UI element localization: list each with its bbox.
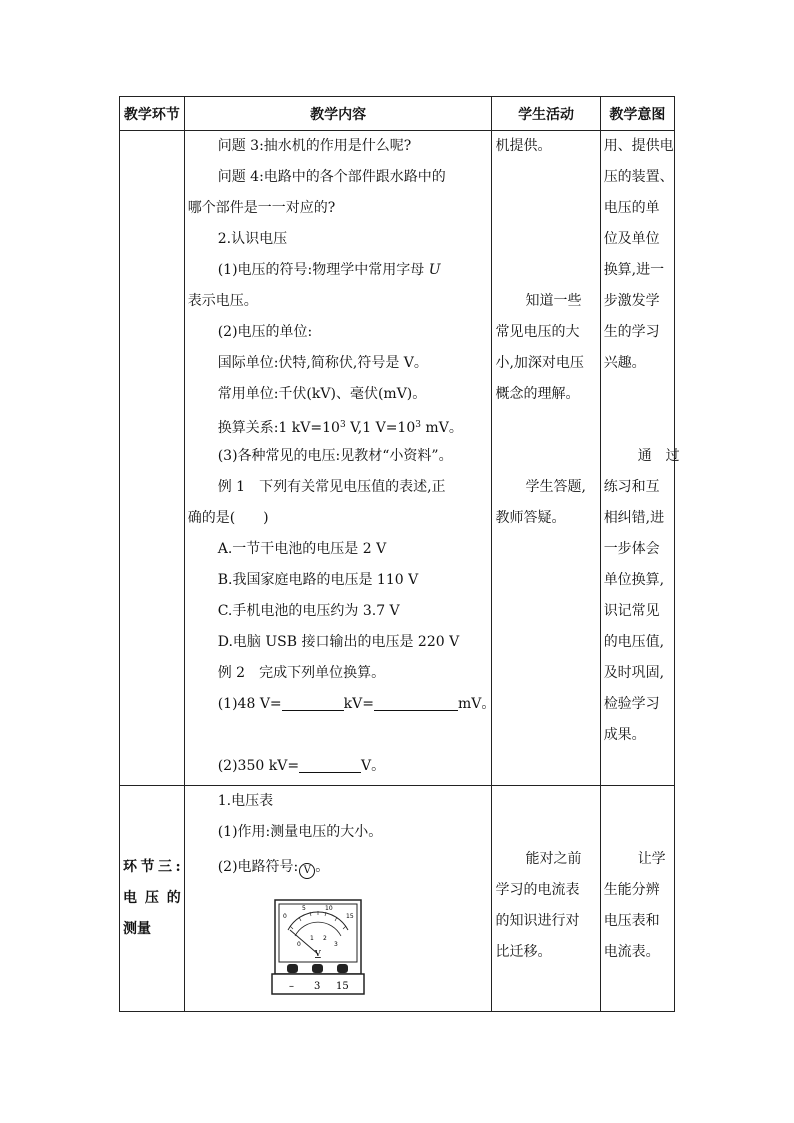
terminal-15: 15: [335, 981, 349, 992]
conv-exp-2: 3: [415, 420, 421, 430]
voltmeter-figure: [188, 886, 489, 1004]
section-recognize-voltage: 2.认识电压: [217, 231, 288, 247]
intl-unit: 国际单位:伏特,简称伏,符号是 V。: [217, 355, 428, 371]
option-c: C.手机电池的电压约为 3.7 V: [217, 603, 400, 619]
symbol-label: (2)电路符号:: [217, 859, 299, 875]
voltmeter-heading: 1.电压表: [217, 793, 274, 809]
conv1-part-c: mV。: [457, 696, 496, 712]
intent-line: 相纠错,进: [603, 510, 665, 526]
spacer: [604, 379, 671, 410]
spacer: [495, 193, 596, 224]
spacer: [495, 255, 596, 286]
common-unit: 常用单位:千伏(kV)、毫伏(mV)。: [217, 386, 427, 402]
stage-label-line1: 环节三:: [123, 859, 181, 875]
outer-scale-5: 5: [301, 905, 306, 912]
example-1-line2: 确的是( ): [187, 510, 269, 526]
intent-line: 通 过: [637, 448, 680, 464]
intent-line: 兴趣。: [603, 355, 646, 371]
intent-cell: [600, 131, 680, 786]
intent-line: 生的学习: [603, 324, 660, 340]
header-content: 教学内容: [184, 97, 492, 131]
example-2: 例 2 完成下列单位换算。: [217, 665, 386, 681]
voltmeter-symbol-line: [188, 848, 489, 886]
header-intent: 教学意图: [600, 97, 674, 131]
conversion-1: [188, 689, 496, 720]
stage-label-line3: 测量: [123, 921, 151, 937]
spacer: [604, 786, 671, 817]
content-cell: [184, 786, 492, 1012]
intent-line: 电流表。: [603, 944, 660, 960]
voltage-symbol-letter: U: [428, 262, 441, 278]
activity-line: 学习的电流表: [495, 882, 580, 898]
question-3: 问题 3:抽水机的作用是什么呢?: [217, 138, 412, 154]
inner-scale-2: 2: [322, 935, 327, 942]
spacer: [495, 162, 596, 193]
spacer: [495, 786, 596, 817]
intent-line: 压的装置、: [603, 169, 674, 185]
content-cell: [184, 131, 496, 786]
outer-scale-0: 0: [282, 913, 287, 920]
spacer: [188, 720, 489, 751]
intent-line: 步激发学: [603, 293, 660, 309]
conv-exp-1: 3: [339, 420, 346, 430]
example-1-line1: 例 1 下列有关常见电压值的表述,正: [217, 479, 446, 495]
intent-line: 识记常见: [603, 603, 660, 619]
activity-line: 知道一些: [525, 293, 582, 309]
intent-line: 单位换算,: [603, 572, 665, 588]
intent-line: 用、提供电: [603, 138, 674, 154]
conv1-part-a: (1)48 V=: [217, 696, 282, 712]
conv-part-b: V,1 V=10: [345, 420, 416, 436]
intent-line: 电压的单: [603, 200, 660, 216]
outer-scale-15: 15: [345, 913, 354, 920]
spacer: [495, 410, 596, 441]
conv-part-c: mV。: [420, 420, 463, 436]
answer-blank: [374, 694, 458, 711]
intent-line: 生能分辨: [603, 882, 660, 898]
intent-line: 位及单位: [603, 231, 660, 247]
symbol-end: 。: [315, 859, 330, 875]
common-voltages: (3)各种常见的电压:见教材“小资料”。: [217, 448, 453, 464]
inner-scale-0: 0: [296, 941, 301, 948]
option-d: D.电脑 USB 接口输出的电压是 220 V: [217, 634, 460, 650]
voltage-symbol-line2: 表示电压。: [187, 293, 258, 309]
table-row: [120, 131, 675, 786]
spacer: [495, 441, 596, 472]
voltmeter-symbol-icon: V: [299, 863, 315, 879]
lesson-plan-table: [119, 96, 680, 1012]
intent-line: 电压表和: [603, 913, 660, 929]
spacer: [495, 224, 596, 255]
activity-line: 教师答疑。: [495, 510, 566, 526]
inner-scale-3: 3: [333, 941, 338, 948]
voltmeter-use: (1)作用:测量电压的大小。: [217, 824, 383, 840]
intent-line: 及时巩固,: [603, 665, 665, 681]
conv-part-a: 换算关系:1 kV=10: [217, 420, 340, 436]
option-b: B.我国家庭电路的电压是 110 V: [217, 572, 419, 588]
activity-line: 能对之前: [525, 851, 582, 867]
conv2-part-b: V。: [361, 758, 386, 774]
conversion-relation: [188, 410, 489, 441]
stage-cell-empty: [120, 131, 185, 786]
intent-line: 换算,进一: [603, 262, 665, 278]
inner-scale-1: 1: [309, 935, 314, 942]
terminal-minus: –: [288, 981, 294, 992]
activity-cell: [492, 786, 600, 1012]
voltmeter-illustration: [270, 896, 366, 1000]
option-a: A.一节干电池的电压是 2 V: [217, 541, 387, 557]
question-4-line1: 问题 4:电路中的各个部件跟水路中的: [217, 169, 446, 185]
conversion-2: [188, 751, 489, 782]
header-stage: 教学环节: [120, 97, 185, 131]
outer-scale-10: 10: [324, 905, 333, 912]
intent-line: 检验学习: [603, 696, 660, 712]
question-4-line2: 哪个部件是一一对应的?: [187, 200, 336, 216]
activity-line: 常见电压的大: [495, 324, 580, 340]
voltage-unit-heading: (2)电压的单位:: [217, 324, 313, 340]
meter-unit: V: [314, 949, 321, 958]
intent-cell: [600, 786, 674, 1012]
voltage-symbol-text: (1)电压的符号:物理学中常用字母: [217, 262, 425, 278]
table-header-row: [120, 97, 675, 131]
answer-blank: [299, 756, 361, 773]
intent-line: 让学: [637, 851, 666, 867]
stage-label-line2: 电 压 的: [123, 890, 181, 906]
activity-line: 的知识进行对: [495, 913, 580, 929]
activity-line: 学生答题,: [525, 479, 586, 495]
intent-line: 练习和互: [603, 479, 660, 495]
voltage-symbol-line: [188, 255, 489, 286]
stage-cell: [120, 786, 185, 1012]
intent-line: 成果。: [603, 727, 646, 743]
activity-line: 比迁移。: [495, 944, 552, 960]
terminal-3: 3: [313, 981, 321, 992]
intent-line: 的电压值,: [603, 634, 665, 650]
table-row: [120, 786, 675, 1012]
conv2-part-a: (2)350 kV=: [217, 758, 300, 774]
spacer: [604, 410, 671, 441]
activity-line: 概念的理解。: [495, 386, 580, 402]
conv1-part-b: kV=: [343, 696, 374, 712]
header-activity: 学生活动: [492, 97, 600, 131]
terminal-knobs: [287, 964, 348, 973]
activity-line: 小,加深对电压: [495, 355, 584, 371]
activity-cell: [492, 131, 600, 786]
intent-line: 一步体会: [603, 541, 660, 557]
answer-blank: [282, 694, 344, 711]
activity-line: 机提供。: [495, 138, 552, 154]
